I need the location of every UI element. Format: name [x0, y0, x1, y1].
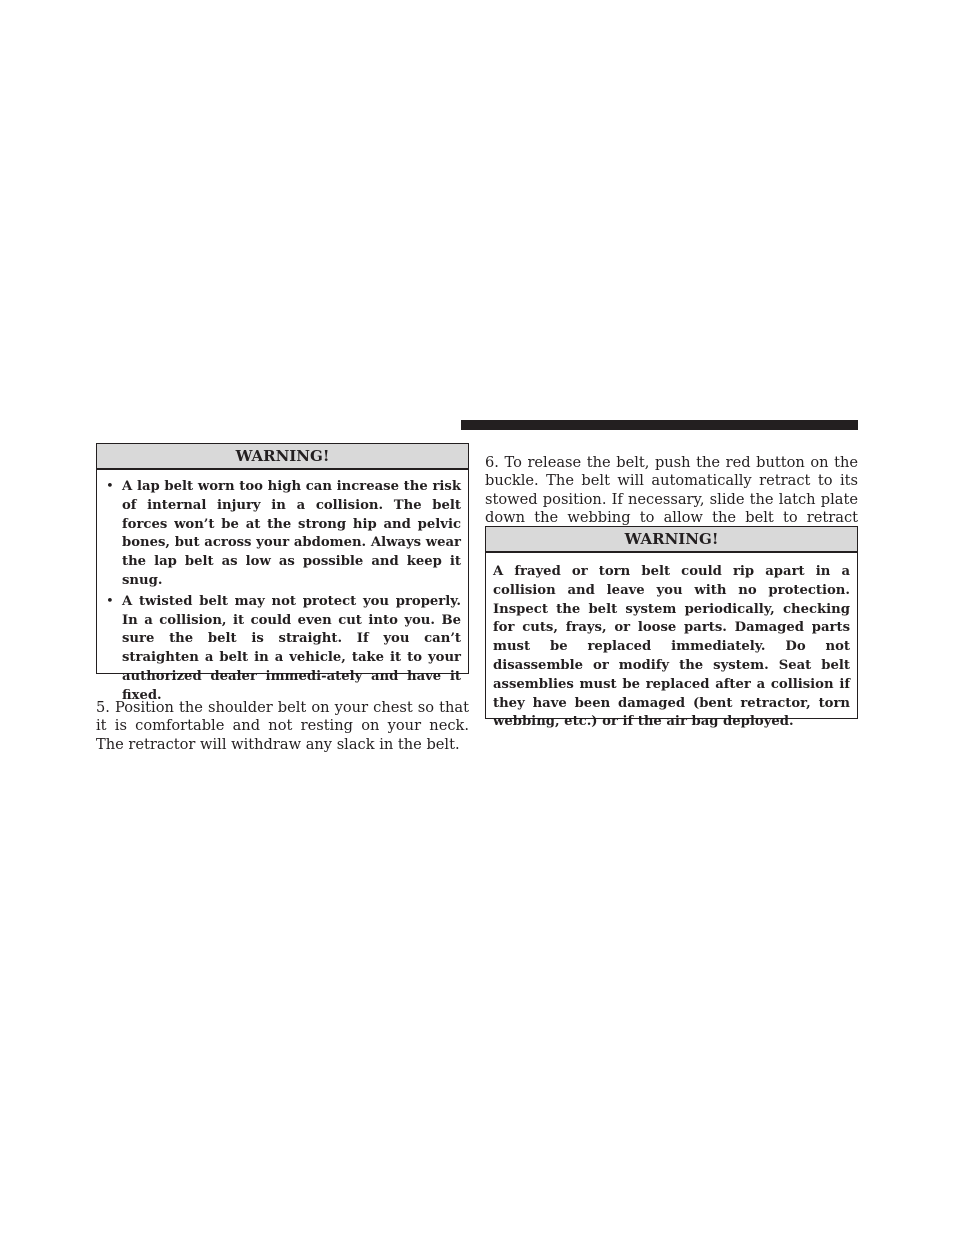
warning-item-text: A lap belt worn too high can increase the risk of internal injury in a collision. The belt forces won’t be at the strong hip and pelvic bones, but across your abdomen. Always wear the lap belt as low as possible and keep it snug. — [122, 479, 461, 588]
warning-list — [104, 478, 461, 706]
warning-body — [97, 470, 468, 706]
step-6-paragraph: 6. To release the belt, push the red button on the buckle. The belt will automatically retract to its stowed position. If necessary, slide the latch plate down the webbing to allow the belt to retract — [485, 453, 858, 527]
warning-body-text: A frayed or torn belt could rip apart in a collision and leave you with no protection. Inspect the belt system periodically, checking for cuts, frays, or loose parts. Damaged parts must be replaced immediately. Do not disassemble or modify the system. Seat belt assemblies must be replaced after a collision if they have been damaged (bent retractor, torn webbing, etc.) or if the air bag deployed. — [493, 564, 850, 730]
warning-heading: WARNING! — [486, 527, 857, 553]
step-5-paragraph: 5. Position the shoulder belt on your chest so that it is comfortable and not resting on your neck. The retractor will withdraw any slack in the belt. — [96, 698, 469, 753]
section-header-rule — [461, 420, 858, 430]
bullet-icon: • — [106, 593, 114, 609]
warning-list-item — [104, 478, 461, 591]
warning-list-item — [104, 593, 461, 706]
warning-item-text: A twisted belt may not protect you properly. In a collision, it could even cut into you. Be sure the belt is straight. If you can’t straighten a belt in a vehicle, take it to your authorized dealer immedi-ately and have it fixed. — [122, 593, 461, 703]
torn-belt-warning-box — [485, 526, 858, 730]
bullet-icon: • — [106, 479, 114, 494]
lap-belt-warning-box — [96, 443, 469, 703]
warning-heading: WARNING! — [97, 444, 468, 470]
